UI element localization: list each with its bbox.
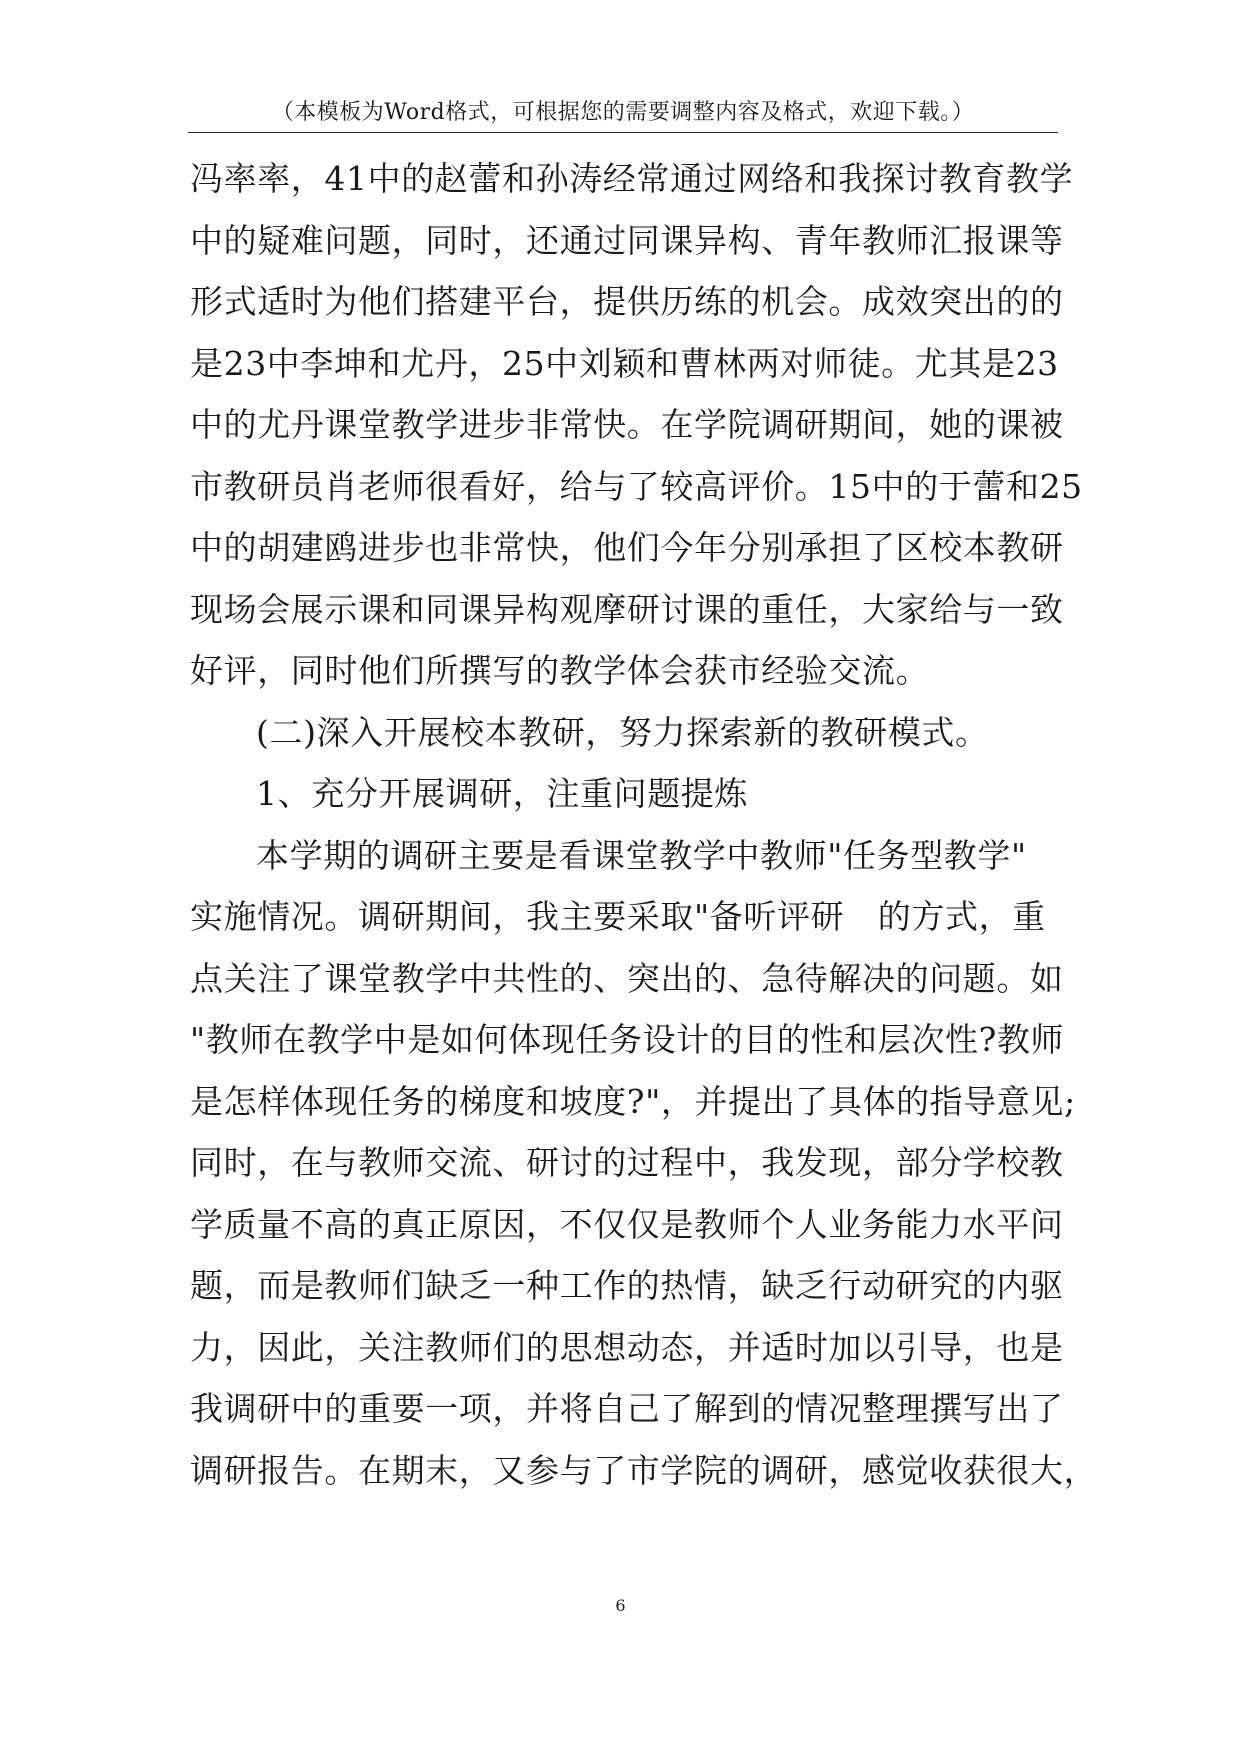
- text-line: 我调研中的重要一项，并将自己了解到的情况整理撰写出了: [190, 1389, 1064, 1428]
- page-number: 6: [615, 1596, 626, 1615]
- text-line: 市教研员肖老师很看好，给与了较高评价。15中的于蕾和25: [190, 466, 1083, 506]
- text-line: 中的胡建鸥进步也非常快，他们今年分别承担了区校本教研: [190, 528, 1064, 567]
- page-header: （本模板为Word格式，可根据您的需要调整内容及格式，欢迎下载。）: [271, 100, 975, 125]
- text-line: 是23中李坤和尤丹，25中刘颖和曹林两对师徒。尤其是23: [190, 343, 1059, 383]
- document-body: [190, 148, 1098, 1501]
- text-line: 中的尤丹课堂教学进步非常快。在学院调研期间，她的课被: [190, 405, 1064, 444]
- text-line: 实施情况。调研期间，我主要采取"备听评研 的方式，重: [190, 897, 1046, 936]
- text-line: 力，因此，关注教师们的思想动态，并适时加以引导，也是: [190, 1327, 1064, 1367]
- text-line: 形式适时为他们搭建平台，提供历练的机会。成效突出的的: [190, 282, 1064, 321]
- paragraph-first-line: 本学期的调研主要是看课堂教学中教师"任务型教学": [256, 835, 1027, 875]
- text-line: 点关注了课堂教学中共性的、突出的、急待解决的问题。如: [190, 958, 1064, 998]
- text-line: 题，而是教师们缺乏一种工作的热情，缺乏行动研究的内驱: [190, 1266, 1064, 1305]
- text-line: 现场会展示课和同课异构观摩研讨课的重任，大家给与一致: [190, 589, 1064, 629]
- text-line: 冯率率，41中的赵蕾和孙涛经常通过网络和我探讨教育教学: [190, 159, 1074, 198]
- section-heading: (二)深入开展校本教研，努力探索新的教研模式。: [256, 712, 989, 752]
- text-line: 是怎样体现任务的梯度和坡度?"，并提出了具体的指导意见;: [190, 1081, 1076, 1121]
- text-line: 好评，同时他们所撰写的教学体会获市经验交流。: [190, 651, 930, 690]
- text-line: 学质量不高的真正原因，不仅仅是教师个人业务能力水平问: [190, 1204, 1064, 1244]
- header-divider: [188, 132, 1058, 133]
- subsection-heading: 1、充分开展调研，注重问题提炼: [256, 774, 748, 813]
- text-line: 中的疑难问题，同时，还通过同课异构、青年教师汇报课等: [190, 220, 1064, 260]
- text-line: 同时，在与教师交流、研讨的过程中，我发现，部分学校教: [190, 1143, 1064, 1182]
- text-line: "教师在教学中是如何体现任务设计的目的性和层次性?教师: [190, 1020, 1065, 1059]
- text-line: 调研报告。在期末，又参与了市学院的调研，感觉收获很大，: [190, 1450, 1098, 1490]
